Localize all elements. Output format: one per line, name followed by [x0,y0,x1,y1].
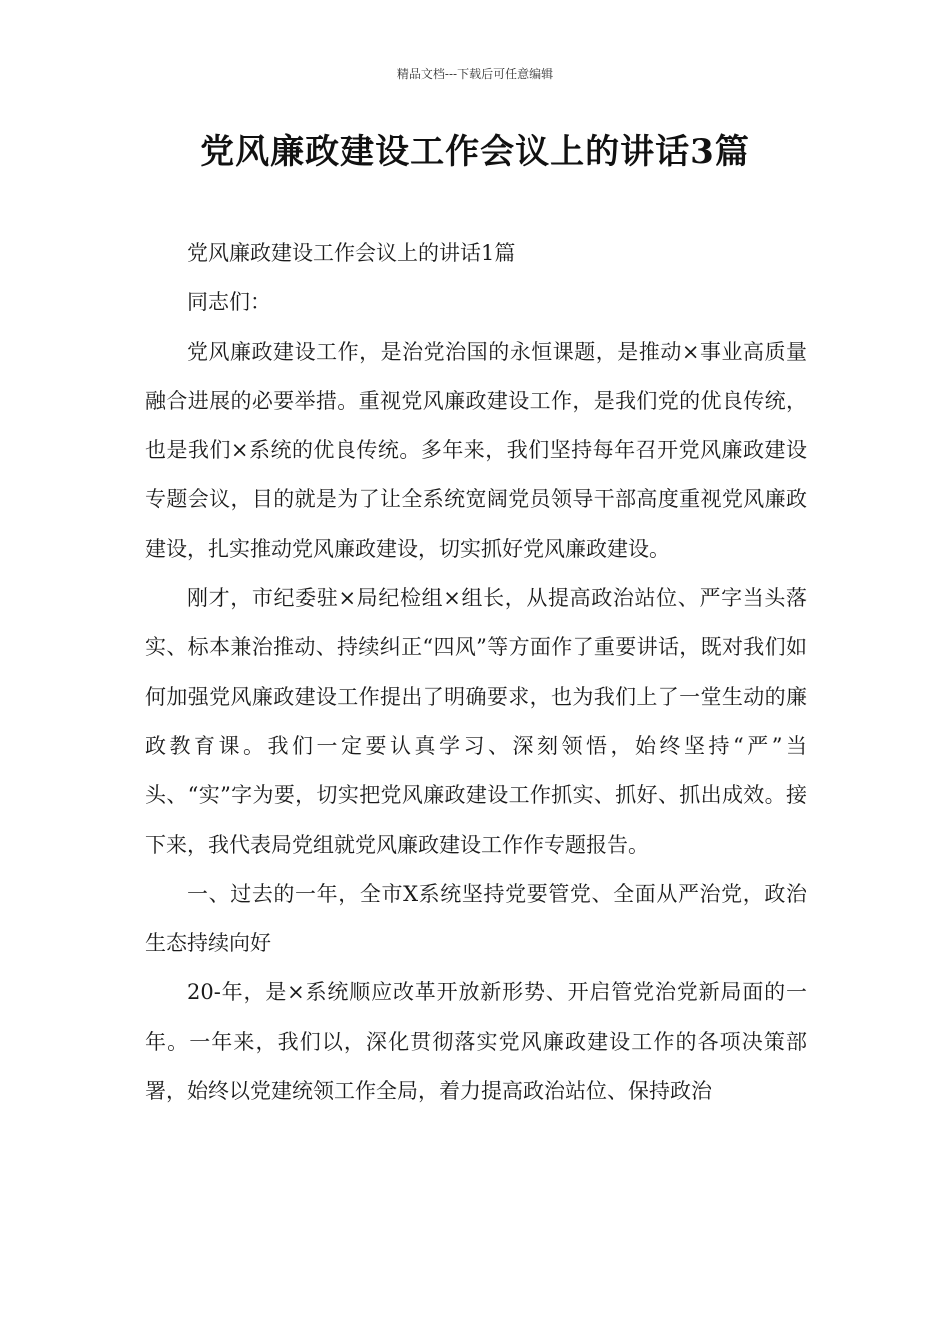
section-heading: 党风廉政建设工作会议上的讲话1篇 [187,241,516,265]
page-header: 精品文档---下载后可任意编辑 [396,67,554,81]
salutation: 同志们： [187,290,271,315]
document-body [145,229,807,1116]
document-title: 党风廉政建设工作会议上的讲话3篇 [200,132,750,172]
body-paragraph: 刚才，市纪委驻×局纪检组×组长，从提高政治站位、严字当头落实、标本兼治推动、持续纠正“四风”等方面作了重要讲话，既对我们如何加强党风廉政建设工作提出了明确要求，也为我们上了一堂生动的廉政教育课。我们一定要认真学习、深刻领悟，始终坚持“严”当头、“实”字为要，切实把党风廉政建设工作抓实、抓好、抓出成效。接下来，我代表局党组就党风廉政建设工作作专题报告。 [145,586,807,857]
subsection-heading: 一、过去的一年，全市X系统坚持党要管党、全面从严治党，政治生态持续向好 [145,881,807,956]
body-paragraph: 党风廉政建设工作，是治党治国的永恒课题，是推动×事业高质量融合进展的必要举措。重视党风廉政建设工作，是我们党的优良传统，也是我们×系统的优良传统。多年来，我们坚持每年召开党风廉政建设专题会议，目的就是为了让全系统宽阔党员领导干部高度重视党风廉政建设，扎实推动党风廉政建设，切实抓好党风廉政建设。 [145,339,807,561]
body-paragraph: 20-年，是×系统顺应改革开放新形势、开启管党治党新局面的一年。一年来，我们以，深化贯彻落实党风廉政建设工作的各项决策部署，始终以党建统领工作全局，着力提高政治站位、保持政治 [145,980,807,1104]
